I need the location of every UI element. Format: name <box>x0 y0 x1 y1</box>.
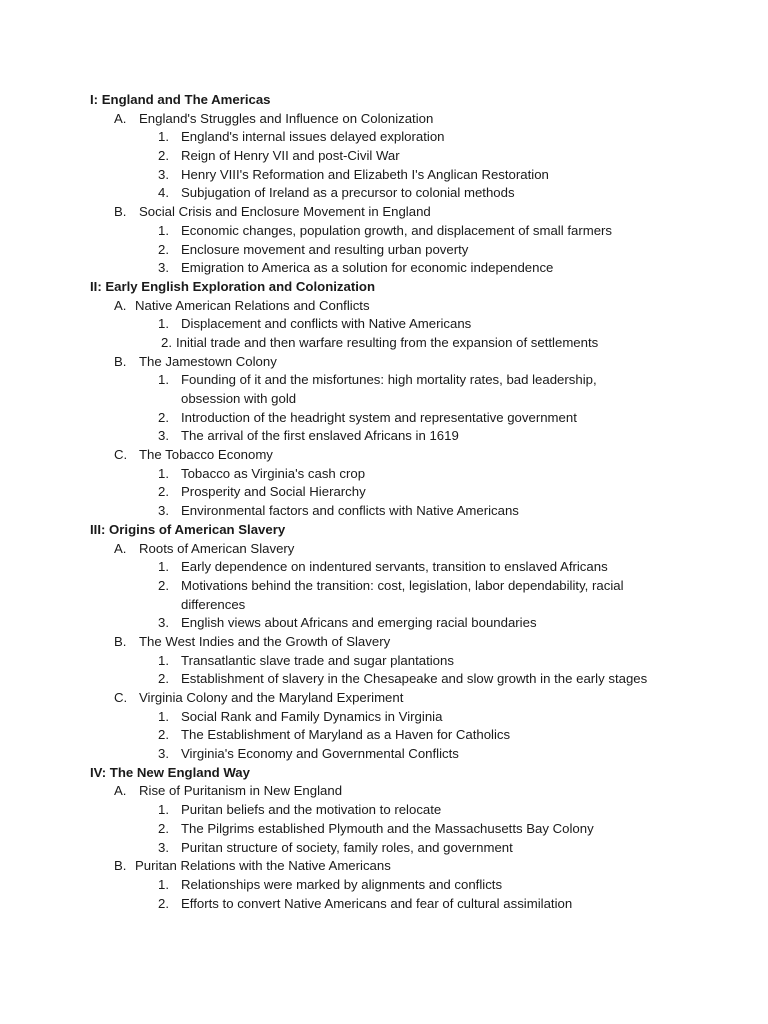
list-marker: A. <box>114 297 127 313</box>
list-marker: B. <box>114 858 127 874</box>
list-marker: 2. <box>161 334 172 350</box>
subsection-heading <box>0 297 768 316</box>
outline-item <box>0 652 768 671</box>
outline-item <box>0 801 768 820</box>
outline-text: Economic changes, population growth, and displacement of small farmers <box>181 222 613 238</box>
outline-item <box>0 820 768 839</box>
outline-text: The West Indies and the Growth of Slavery <box>139 633 391 649</box>
outline-text: Enclosure movement and resulting urban poverty <box>181 241 469 257</box>
list-marker: 3. <box>158 615 169 631</box>
outline-item <box>0 147 768 166</box>
outline-text: Transatlantic slave trade and sugar plantations <box>181 652 454 668</box>
outline-item <box>0 315 768 334</box>
list-marker: 1. <box>158 876 169 892</box>
outline-text: Rise of Puritanism in New England <box>139 783 343 799</box>
list-marker: 1. <box>158 316 169 332</box>
outline-text: differences <box>181 596 246 612</box>
subsection-heading <box>0 353 768 372</box>
outline-item <box>0 708 768 727</box>
subsection-heading <box>0 110 768 129</box>
outline-text: Relationships were marked by alignments and conflicts <box>181 876 503 892</box>
list-marker: 2. <box>158 241 169 257</box>
outline-text: Emigration to America as a solution for economic independence <box>181 260 554 276</box>
outline-text: III: Origins of American Slavery <box>90 521 286 537</box>
outline-item <box>0 427 768 446</box>
section-heading <box>0 278 768 297</box>
outline-text: Henry VIII's Reformation and Elizabeth I's Anglican Restoration <box>181 166 549 182</box>
subsection-heading <box>0 689 768 708</box>
outline-text: obsession with gold <box>181 391 297 406</box>
outline-text: Establishment of slavery in the Chesapeake and slow growth in the early stages <box>181 671 648 687</box>
list-marker: B. <box>114 633 127 649</box>
outline-text: The Establishment of Maryland as a Haven for Catholics <box>181 727 511 743</box>
outline-item-continuation <box>0 390 768 409</box>
outline-item <box>0 334 768 353</box>
outline-item <box>0 895 768 914</box>
list-marker: 3. <box>158 503 169 519</box>
outline-text: IV: The New England Way <box>90 764 250 780</box>
outline-item <box>0 166 768 185</box>
section-heading <box>0 91 768 110</box>
outline-item <box>0 502 768 521</box>
outline-item <box>0 465 768 484</box>
outline-item <box>0 558 768 577</box>
outline-text: The arrival of the first enslaved Africans in 1619 <box>181 428 459 444</box>
outline-text: England's internal issues delayed exploration <box>181 129 445 145</box>
outline-text: Motivations behind the transition: cost, legislation, labor dependability, racial <box>181 577 624 593</box>
outline-item <box>0 839 768 858</box>
outline-text: Puritan structure of society, family roles, and government <box>181 839 513 855</box>
outline-text: Early dependence on indentured servants, transition to enslaved Africans <box>181 559 608 575</box>
list-marker: 3. <box>158 746 169 762</box>
subsection-heading <box>0 540 768 559</box>
outline-text: Roots of American Slavery <box>139 540 295 556</box>
list-marker: 3. <box>158 166 169 182</box>
outline-text: Environmental factors and conflicts with Native Americans <box>181 503 519 519</box>
list-marker: C. <box>114 447 128 463</box>
outline-item <box>0 483 768 502</box>
list-marker: A. <box>114 110 127 126</box>
section-heading <box>0 521 768 540</box>
outline-item <box>0 670 768 689</box>
list-marker: 2. <box>158 895 169 911</box>
list-marker: 1. <box>158 559 169 575</box>
outline-document <box>0 91 768 913</box>
outline-item <box>0 371 768 390</box>
outline-text: The Jamestown Colony <box>139 353 277 369</box>
outline-text: Native American Relations and Conflicts <box>135 297 370 313</box>
list-marker: 3. <box>158 260 169 276</box>
outline-item <box>0 577 768 596</box>
outline-text: The Pilgrims established Plymouth and the Massachusetts Bay Colony <box>181 820 594 836</box>
list-marker: 1. <box>158 802 169 818</box>
list-marker: 1. <box>158 708 169 724</box>
outline-text: II: Early English Exploration and Colonization <box>90 278 376 294</box>
list-marker: C. <box>114 690 128 705</box>
list-marker: 2. <box>158 820 169 836</box>
outline-text: Efforts to convert Native Americans and fear of cultural assimilation <box>181 895 573 911</box>
subsection-heading <box>0 633 768 652</box>
list-marker: 1. <box>158 222 169 238</box>
list-marker: 1. <box>158 129 169 145</box>
list-marker: 2. <box>158 148 169 164</box>
section-heading <box>0 764 768 783</box>
outline-item <box>0 876 768 895</box>
outline-item <box>0 184 768 203</box>
outline-text: The Tobacco Economy <box>139 447 273 463</box>
outline-text: Founding of it and the misfortunes: high mortality rates, bad leadership, <box>181 372 597 388</box>
outline-item <box>0 726 768 745</box>
list-marker: B. <box>114 204 127 220</box>
outline-text: Tobacco as Virginia's cash crop <box>181 465 366 481</box>
outline-item <box>0 128 768 147</box>
list-marker: 2. <box>158 577 169 593</box>
outline-item <box>0 614 768 633</box>
outline-text: I: England and The Americas <box>90 92 271 107</box>
outline-text: England's Struggles and Influence on Colonization <box>139 110 434 126</box>
list-marker: 1. <box>158 465 169 481</box>
list-marker: 2. <box>158 727 169 743</box>
outline-text: Puritan beliefs and the motivation to relocate <box>181 802 442 818</box>
outline-text: Introduction of the headright system and representative government <box>181 409 577 425</box>
list-marker: 2. <box>158 409 169 425</box>
outline-text: Virginia's Economy and Governmental Conflicts <box>181 746 459 762</box>
outline-text: Prosperity and Social Hierarchy <box>181 484 366 500</box>
outline-item <box>0 222 768 241</box>
list-marker: 1. <box>158 652 169 668</box>
subsection-heading <box>0 782 768 801</box>
list-marker: 3. <box>158 428 169 444</box>
outline-text: English views about Africans and emerging racial boundaries <box>181 615 537 631</box>
list-marker: A. <box>114 540 127 556</box>
list-marker: B. <box>114 353 127 369</box>
subsection-heading <box>0 203 768 222</box>
outline-text: Reign of Henry VII and post-Civil War <box>181 148 400 164</box>
list-marker: 4. <box>158 185 169 201</box>
outline-item <box>0 259 768 278</box>
outline-text: Social Crisis and Enclosure Movement in England <box>139 204 431 220</box>
outline-item <box>0 241 768 260</box>
list-marker: 2. <box>158 671 169 687</box>
outline-text: Puritan Relations with the Native Americans <box>135 858 391 874</box>
outline-text: Virginia Colony and the Maryland Experiment <box>139 690 404 705</box>
subsection-heading <box>0 857 768 876</box>
outline-item <box>0 409 768 428</box>
list-marker: 1. <box>158 372 169 388</box>
outline-text: Displacement and conflicts with Native Americans <box>181 316 472 332</box>
list-marker: 2. <box>158 484 169 500</box>
subsection-heading <box>0 446 768 465</box>
list-marker: 3. <box>158 839 169 855</box>
outline-text: Initial trade and then warfare resulting from the expansion of settlements <box>176 334 599 350</box>
outline-item-continuation <box>0 596 768 615</box>
list-marker: A. <box>114 783 127 799</box>
outline-text: Social Rank and Family Dynamics in Virginia <box>181 708 443 724</box>
outline-text: Subjugation of Ireland as a precursor to colonial methods <box>181 185 515 201</box>
outline-item <box>0 745 768 764</box>
